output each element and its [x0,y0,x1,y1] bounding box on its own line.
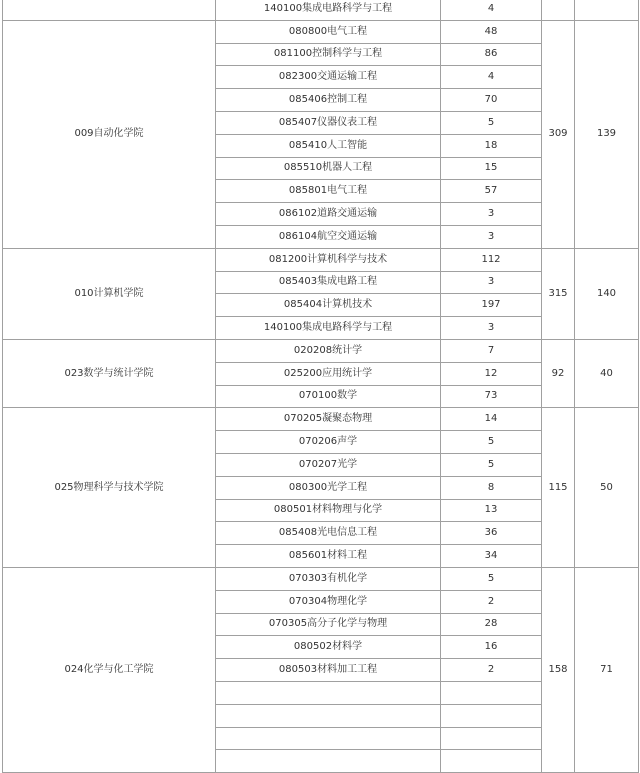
count-cell: 112 [441,248,542,271]
count-cell: 16 [441,636,542,659]
college-total-cell: 315 [542,248,575,339]
count-cell: 5 [441,453,542,476]
major-cell: 070206声学 [216,431,441,454]
table-row [3,248,639,271]
count-cell: 2 [441,590,542,613]
count-cell: 57 [441,180,542,203]
college-total-cell: 158 [542,567,575,772]
count-cell: 18 [441,134,542,157]
major-cell: 070100数学 [216,385,441,408]
count-cell: 7 [441,339,542,362]
major-cell: 080503材料加工工程 [216,659,441,682]
college-extra-cell: 139 [575,20,639,248]
count-cell [441,727,542,750]
major-cell: 070304物理化学 [216,590,441,613]
college-extra-cell: 71 [575,567,639,772]
major-cell: 020208统计学 [216,339,441,362]
major-cell: 140100集成电路科学与工程 [216,317,441,340]
college-total-cell: 92 [542,339,575,407]
college-total-cell: 115 [542,408,575,568]
count-cell: 28 [441,613,542,636]
table-row [3,567,639,590]
major-cell: 070207光学 [216,453,441,476]
count-cell: 3 [441,225,542,248]
count-cell: 4 [441,0,542,20]
major-cell: 086102道路交通运输 [216,203,441,226]
count-cell: 5 [441,431,542,454]
major-cell: 081100控制科学与工程 [216,43,441,66]
count-cell: 5 [441,111,542,134]
major-cell: 085801电气工程 [216,180,441,203]
major-cell: 080502材料学 [216,636,441,659]
major-cell: 085410人工智能 [216,134,441,157]
count-cell: 12 [441,362,542,385]
table-row [3,0,639,20]
major-cell: 085407仪器仪表工程 [216,111,441,134]
major-cell [216,704,441,727]
enrollment-table [2,0,639,773]
count-cell [441,750,542,773]
count-cell: 13 [441,499,542,522]
count-cell: 5 [441,567,542,590]
major-cell: 081200计算机科学与技术 [216,248,441,271]
count-cell: 3 [441,271,542,294]
major-cell: 080300光学工程 [216,476,441,499]
count-cell: 3 [441,203,542,226]
college-name-cell: 025物理科学与技术学院 [3,408,216,568]
major-cell: 085404计算机技术 [216,294,441,317]
college-total-cell [542,0,575,20]
table-row [3,408,639,431]
count-cell: 86 [441,43,542,66]
count-cell: 2 [441,659,542,682]
college-name-cell: 009自动化学院 [3,20,216,248]
major-cell [216,727,441,750]
major-cell: 070205凝聚态物理 [216,408,441,431]
college-name-cell: 010计算机学院 [3,248,216,339]
major-cell: 082300交通运输工程 [216,66,441,89]
count-cell: 8 [441,476,542,499]
major-cell: 025200应用统计学 [216,362,441,385]
major-cell: 070305高分子化学与物理 [216,613,441,636]
count-cell: 36 [441,522,542,545]
count-cell: 73 [441,385,542,408]
major-cell: 085510机器人工程 [216,157,441,180]
count-cell: 3 [441,317,542,340]
college-name-cell: 024化学与化工学院 [3,567,216,772]
college-extra-cell: 40 [575,339,639,407]
college-extra-cell: 50 [575,408,639,568]
count-cell: 197 [441,294,542,317]
major-cell: 086104航空交通运输 [216,225,441,248]
count-cell: 14 [441,408,542,431]
college-name-cell: 023数学与统计学院 [3,339,216,407]
college-name-cell [3,0,216,20]
major-cell: 070303有机化学 [216,567,441,590]
major-cell: 085406控制工程 [216,89,441,112]
count-cell [441,704,542,727]
college-extra-cell: 140 [575,248,639,339]
major-cell: 085408光电信息工程 [216,522,441,545]
count-cell: 48 [441,20,542,43]
count-cell: 4 [441,66,542,89]
count-cell [441,681,542,704]
table-row [3,339,639,362]
count-cell: 70 [441,89,542,112]
major-cell: 080800电气工程 [216,20,441,43]
enrollment-table-body [3,0,639,773]
major-cell [216,681,441,704]
count-cell: 34 [441,545,542,568]
college-total-cell: 309 [542,20,575,248]
major-cell: 085403集成电路工程 [216,271,441,294]
major-cell: 085601材料工程 [216,545,441,568]
table-row [3,20,639,43]
count-cell: 15 [441,157,542,180]
major-cell: 140100集成电路科学与工程 [216,0,441,20]
college-extra-cell [575,0,639,20]
major-cell [216,750,441,773]
major-cell: 080501材料物理与化学 [216,499,441,522]
